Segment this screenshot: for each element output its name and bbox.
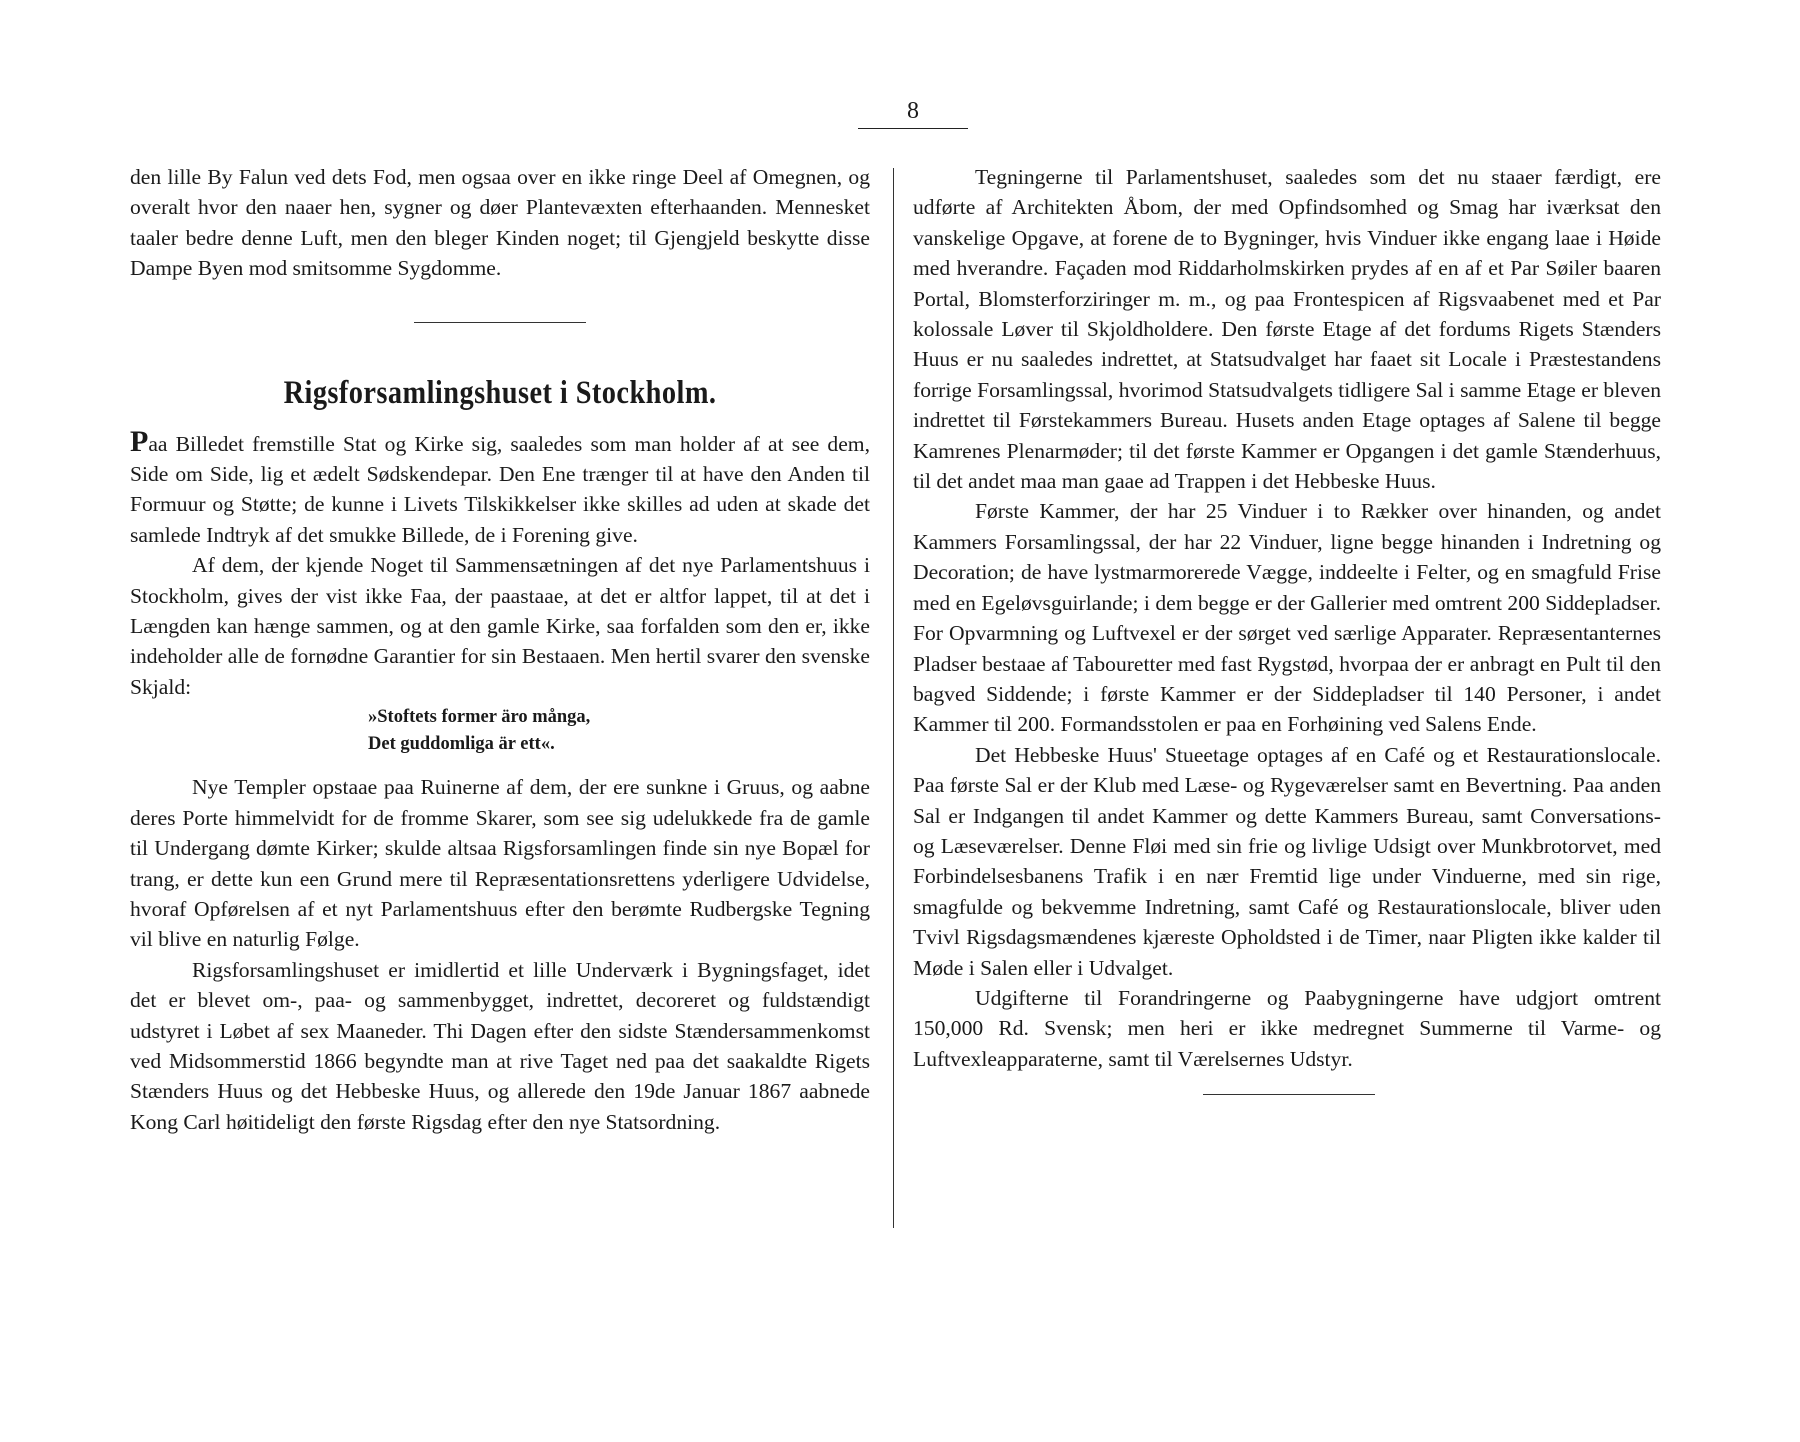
right-column [913,162,1661,1095]
section-title: Rigsforsamlingshuset i Stockholm. [283,374,717,411]
quote-line: »Stoftets former äro många, [368,707,591,728]
page-number-rule [858,128,968,129]
paragraph: Tegningerne til Parlamentshuset, saaledes som det nu staaer færdigt, ere udførte af Architekten Åbom, der med Opfindsomhed og Smag har iværksat den vanskelige Opgave, at forene de to Bygninger, hvis Vinduer ikke engang laae i Høide med hverandre. Façaden mod Riddarholmskirken prydes af en af et Par Søiler baaren Portal, Blomsterforziringer m. m., og paa Frontespicen af Rigsvaabenet med et Par kolossale Løver til Skjoldholdere. Den første Etage af det fordums Rigets Stænders Huus er nu saaledes indrettet, at Statsudvalget har faaet sit Locale i Præstestandens forrige Forsamlingssal, hvorimod Statsudvalgets tidligere Sal i samme Etage er bleven indrettet til Førstekammers Bureau. Husets anden Etage optages af Salene til begge Kamrenes Plenarmøder; til det første Kammer er Opgangen i det gamle Stænderhuus, til det andet maa man gaae ad Trappen i det Hebbeske Huus. [913,165,1661,494]
paragraph-text: aa Billedet fremstille Stat og Kirke sig, saaledes som man holder af at see dem, Side om Side, lig et ædelt Sødskendepar. Den Ene trænger til at have den Anden til Formuur og Støtte; de kunne i Livets Tilskikkelser ikke skilles ad uden at skade det samlede Indtryk af det smukke Billede, de i Forening give. [130,431,870,547]
quote-line: Det guddomliga är ett«. [368,734,555,755]
column-divider [893,168,894,1228]
left-column [130,162,870,1137]
paragraph: Rigsforsamlingshuset er imidlertid et lille Underværk i Bygningsfaget, idet det er blevet om-, paa- og sammenbygget, indrettet, decoreret og fuldstændigt udstyret i Løbet af sex Maaneder. Thi Dagen efter den sidste Stændersammenkomst ved Midsommerstid 1866 begyndte man at rive Taget ned paa det saakaldte Rigets Stænders Huus og det Hebbeske Huus, og allerede den 19de Januar 1867 aabnede Kong Carl høitideligt den første Rigsdag efter den nye Statsordning. [130,957,870,1134]
intro-paragraph: den lille By Falun ved dets Fod, men ogsaa over en ikke ringe Deel af Omegnen, og overalt hvor den naaer hen, sygner og døer Plantevæxten efterhaanden. Mennesket taaler bedre denne Luft, men den bleger Kinden noget; til Gjengjeld beskytte disse Dampe Byen mod smitsomme Sygdomme. [130,165,870,281]
paragraph: Første Kammer, der har 25 Vinduer i to Rækker over hinanden, og andet Kammers Forsamlingssal, der har 22 Vinduer, ligne begge hinanden i Indretning og Decoration; de have lystmarmorerede Vægge, inddeelte i Felter, og en smagfuld Frise med en Egeløvsguirlande; i dem begge er der Gallerier med omtrent 200 Siddepladser. For Opvarmning og Luftvexel er der sørget ved særlige Apparater. Repræsentanternes Pladser bestaae af Tabouretter med fast Rygstød, hvorpaa der er anbragt en Pult til den bagved Siddende; i første Kammer er der Siddepladser til 140 Personer, i andet Kammer til 200. Formandsstolen er paa en Forhøining ved Salens Ende. [913,499,1661,737]
paragraph: Af dem, der kjende Noget til Sammensætningen af det nye Parlamentshuus i Stockholm, gives der vist ikke Faa, der paastaae, at det er altfor lappet, til at det i Længden kan hænge sammen, og at den gamle Kirke, saa forfalden som den er, ikke indeholder alle de fornødne Garantier for sin Bestaaen. Men hertil svarer den svenske Skjald: [130,553,870,699]
section-divider-rule [414,322,586,323]
drop-cap: P [130,424,149,458]
page-number: 8 [907,98,919,124]
paragraph: Det Hebbeske Huus' Stueetage optages af en Café og et Restaurationslocale. Paa første Sal er der Klub med Læse- og Rygeværelser samt en Bevertning. Paa anden Sal er Indgangen til andet Kammer og dette Kammers Bureau, samt Conversations- og Læseværelser. Denne Fløi med sin frie og livlige Udsigt over Munkbrotorvet, med Forbindelsesbanens Trafik i en nær Fremtid lige under Vinduerne, med sin rige, smagfulde og bekvemme Indretning, samt Café og Restaurationslocale, bliver uden Tvivl Rigsdagsmændenes kjæreste Opholdsted i de Timer, naar Pligten ikke kalder til Møde i Salen eller i Udvalget. [913,742,1661,980]
paragraph: Nye Templer opstaae paa Ruinerne af dem, der ere sunkne i Gruus, og aabne deres Porte himmelvidt for de fromme Skarer, som see sig udelukkede fra de gamle til Undergang dømte Kirker; skulde altsaa Rigsforsamlingen finde sin nye Bopæl for trang, er dette kun een Grund mere til Repræsentationsrettens yderligere Udvidelse, hvoraf Opførelsen af et nyt Parlamentshuus efter den berømte Rudbergske Tegning vil blive en naturlig Følge. [130,775,870,952]
end-rule [1203,1094,1375,1095]
verse-quote [368,704,870,758]
paragraph: Udgifterne til Forandringerne og Paabygningerne have udgjort omtrent 150,000 Rd. Svensk; men heri er ikke medregnet Summerne til Varme- og Luftvexleapparaterne, samt til Værelsernes Udstyr. [913,985,1661,1071]
paragraph [130,424,870,551]
